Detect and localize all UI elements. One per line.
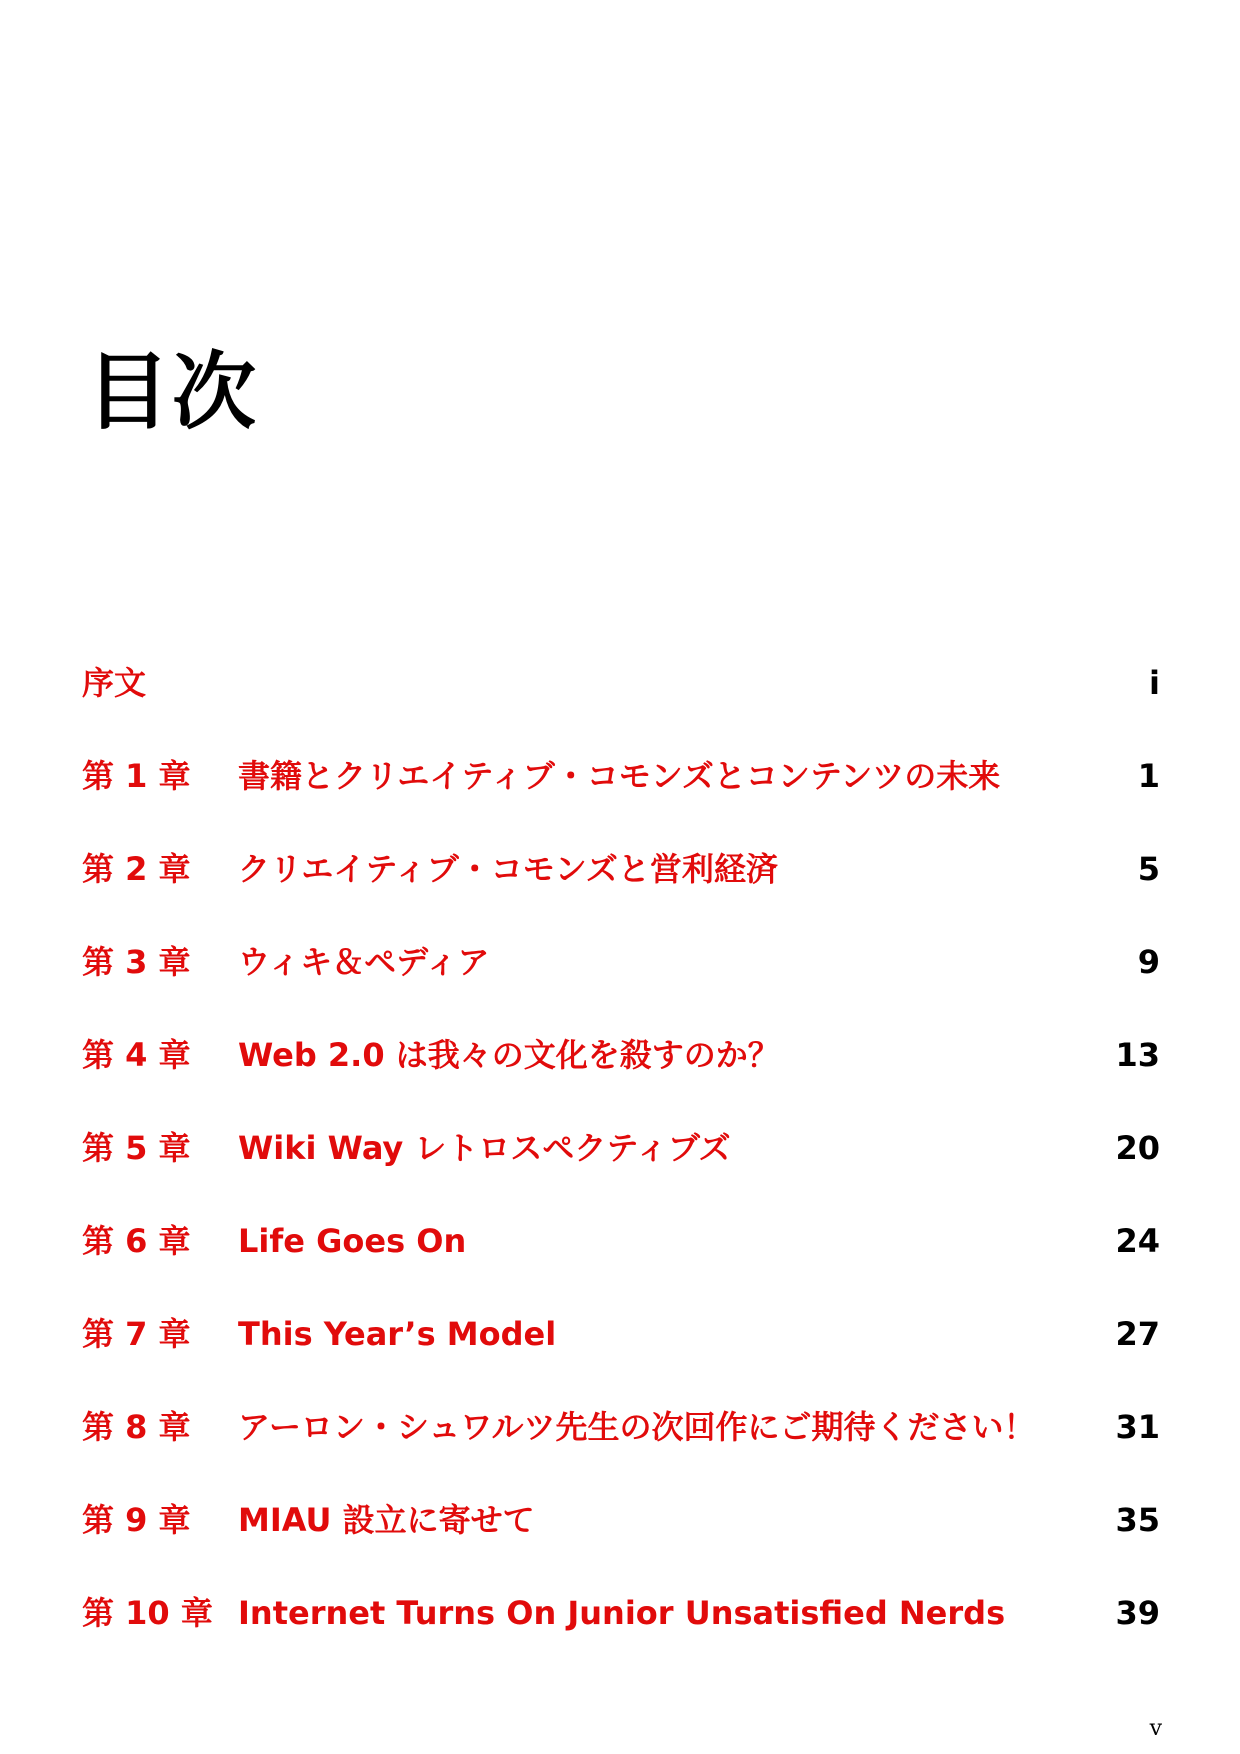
toc-chapter-number[interactable]: 第 4 章 — [82, 1036, 191, 1074]
toc-entry-page: 20 — [1115, 1129, 1160, 1167]
toc-entry-page: 1 — [1137, 757, 1160, 795]
toc-chapter-number[interactable]: 第 2 章 — [82, 850, 191, 888]
toc-entry-title[interactable]: クリエイティブ・コモンズと営利経済 — [238, 850, 778, 888]
toc-entry-title[interactable]: Web 2.0 は我々の文化を殺すのか？ — [238, 1036, 780, 1074]
toc-entry-title[interactable]: 書籍とクリエイティブ・コモンズとコンテンツの未来 — [238, 757, 1001, 795]
toc-entry-title[interactable]: アーロン・シュワルツ先生の次回作にご期待ください！ — [238, 1408, 1036, 1446]
toc-entry-page: 35 — [1115, 1501, 1160, 1539]
toc-entry-title[interactable]: Wiki Way レトロスペクティブズ — [238, 1129, 731, 1167]
toc-entry-page: 24 — [1115, 1222, 1160, 1260]
toc-entry-page: 5 — [1137, 850, 1160, 888]
toc-entry-chapter-7[interactable] — [82, 1311, 1160, 1404]
page-folio: v — [1149, 1716, 1162, 1741]
toc-entry-chapter-9[interactable] — [82, 1497, 1160, 1590]
toc-entry-preface[interactable] — [82, 660, 1160, 753]
toc-entry-chapter-5[interactable] — [82, 1125, 1160, 1218]
toc-entry-title[interactable]: Life Goes On — [238, 1222, 467, 1260]
toc-entry-page: 27 — [1115, 1315, 1160, 1353]
page-title: 目次 — [86, 343, 259, 441]
toc-entry-title[interactable]: 序文 — [82, 664, 147, 702]
toc-chapter-number[interactable]: 第 9 章 — [82, 1501, 191, 1539]
toc-entry-page: 31 — [1115, 1408, 1160, 1446]
toc-entry-chapter-1[interactable] — [82, 753, 1160, 846]
toc-chapter-number[interactable]: 第 7 章 — [82, 1315, 191, 1353]
toc-chapter-number[interactable]: 第 1 章 — [82, 757, 191, 795]
toc-chapter-number[interactable]: 第 10 章 — [82, 1594, 213, 1632]
toc-chapter-number[interactable]: 第 5 章 — [82, 1129, 191, 1167]
toc-entry-title[interactable]: ウィキ＆ペディア — [238, 943, 490, 981]
toc-entry-title[interactable]: Internet Turns On Junior Unsatisfied Nerds — [238, 1594, 1006, 1632]
toc-entry-chapter-8[interactable] — [82, 1404, 1160, 1497]
table-of-contents — [82, 660, 1160, 1683]
toc-chapter-number[interactable]: 第 3 章 — [82, 943, 191, 981]
toc-entry-page: i — [1149, 664, 1160, 702]
toc-entry-chapter-3[interactable] — [82, 939, 1160, 1032]
toc-chapter-number[interactable]: 第 6 章 — [82, 1222, 191, 1260]
toc-entry-title[interactable]: This Year’s Model — [238, 1315, 557, 1353]
toc-entry-page: 9 — [1137, 943, 1160, 981]
toc-chapter-number[interactable]: 第 8 章 — [82, 1408, 191, 1446]
toc-entry-page: 39 — [1115, 1594, 1160, 1632]
toc-entry-chapter-4[interactable] — [82, 1032, 1160, 1125]
toc-entry-chapter-6[interactable] — [82, 1218, 1160, 1311]
toc-entry-chapter-2[interactable] — [82, 846, 1160, 939]
toc-entry-title[interactable]: MIAU 設立に寄せて — [238, 1501, 535, 1539]
toc-entry-chapter-10[interactable] — [82, 1590, 1160, 1683]
toc-entry-page: 13 — [1115, 1036, 1160, 1074]
